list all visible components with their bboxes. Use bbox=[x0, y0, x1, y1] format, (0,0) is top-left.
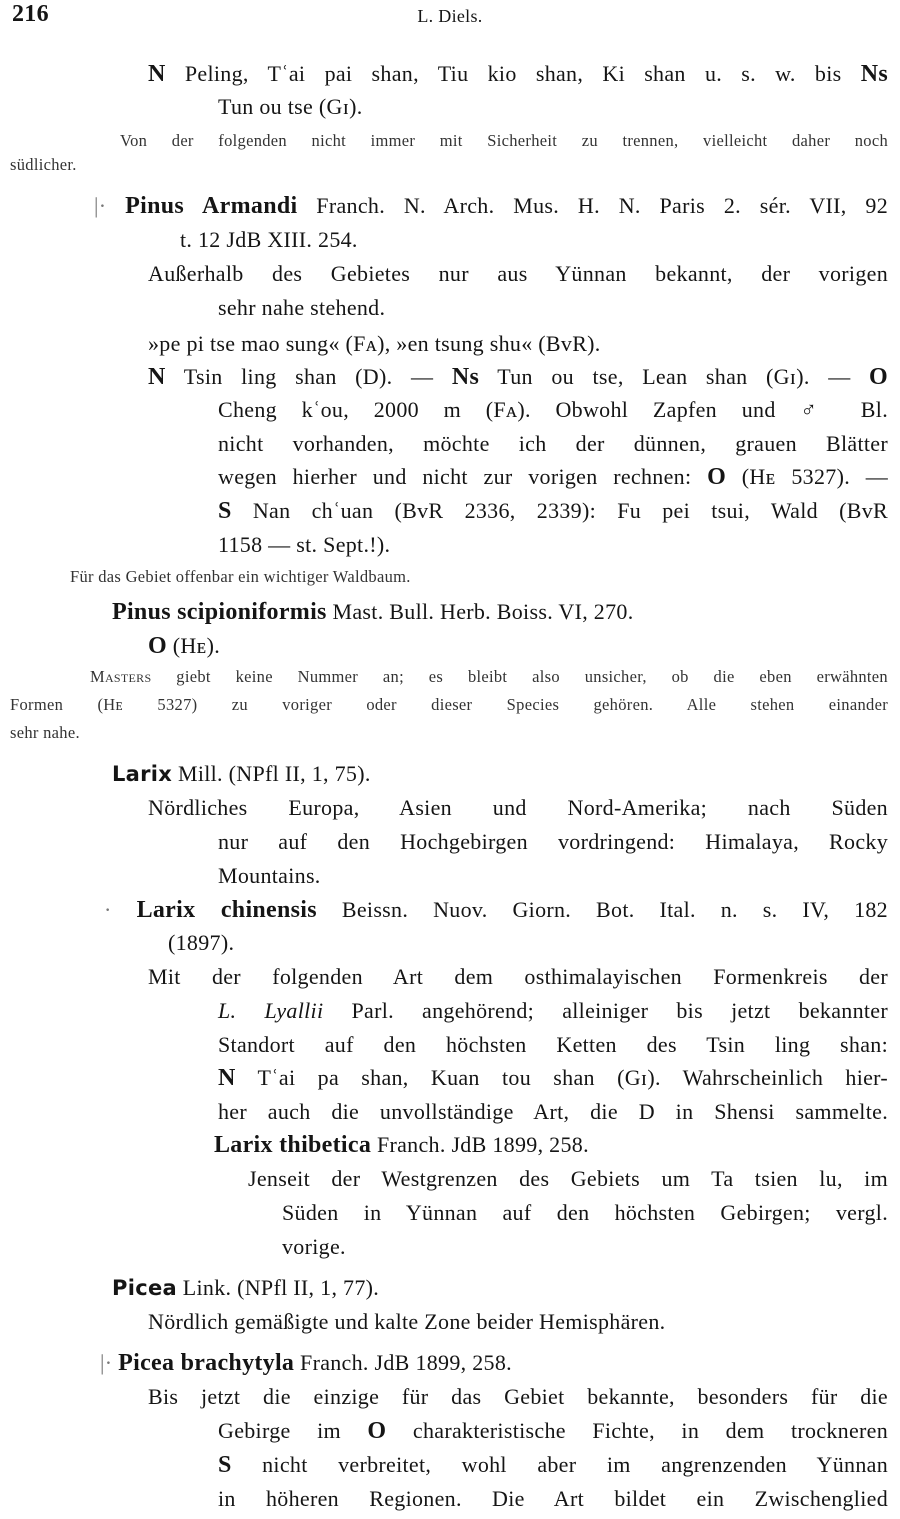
species-heading bbox=[104, 896, 888, 924]
text: giebt keine Nummer an; es bleibt also unsicher, ob die eben erwähnten bbox=[151, 667, 888, 686]
text: Gebirge im bbox=[218, 1418, 368, 1443]
region-code: N bbox=[218, 1065, 236, 1091]
text-line bbox=[218, 997, 888, 1025]
text-line bbox=[218, 1064, 888, 1092]
text-line: Mountains. bbox=[218, 863, 321, 888]
species-name: Pinus Armandi bbox=[125, 193, 298, 219]
text: Peling, Tʿai pai shan, Tiu kio shan, Ki shan u. s. w. bis bbox=[165, 61, 861, 86]
citation: Mill. (NPfl II, 1, 75). bbox=[172, 761, 371, 786]
region-code: S bbox=[218, 1452, 232, 1478]
species-ref: L. Lyallii bbox=[218, 998, 324, 1023]
text-line: Nördlich gemäßigte und kalte Zone beider Hemisphären. bbox=[148, 1309, 666, 1334]
text: nicht verbreitet, wohl aber im angrenzenden Yünnan bbox=[231, 1452, 888, 1477]
species-heading bbox=[214, 1131, 589, 1159]
species-heading bbox=[112, 598, 634, 626]
text-line: Tun ou tse (Gɪ). bbox=[218, 94, 363, 119]
running-title: L. Diels. bbox=[417, 6, 483, 26]
note-line: sehr nahe. bbox=[10, 723, 80, 742]
region-code: O bbox=[869, 364, 889, 390]
note-line: Formen (Hᴇ 5327) zu voriger oder dieser Species gehören. Alle stehen einander bbox=[10, 695, 888, 714]
text: charakteristische Fichte, in dem trockneren bbox=[386, 1418, 888, 1443]
note-line bbox=[90, 666, 888, 688]
text: Tʿai pa shan, Kuan tou shan (Gɪ). Wahrscheinlich hier- bbox=[235, 1065, 888, 1090]
text-line bbox=[218, 497, 888, 525]
genus-heading bbox=[112, 1274, 379, 1302]
note-line: Von der folgenden nicht immer mit Sicherheit zu trennen, vielleicht daher noch bbox=[120, 131, 888, 150]
text: (Hᴇ). bbox=[166, 633, 221, 658]
citation: Mast. Bull. Herb. Boiss. VI, 270. bbox=[326, 599, 634, 624]
region-code: Ns bbox=[451, 364, 480, 390]
species-heading bbox=[100, 1349, 512, 1377]
text-line: Cheng kʿou, 2000 m (Fᴀ). Obwohl Zapfen und ♂ Bl. bbox=[218, 397, 888, 422]
text: (Hᴇ 5327). — bbox=[726, 464, 889, 489]
genus-heading bbox=[112, 760, 371, 788]
marker-icon: |· bbox=[100, 1350, 119, 1375]
genus-name: Picea bbox=[112, 1276, 177, 1300]
text-line bbox=[148, 60, 888, 88]
text-line: Bis jetzt die einzige für das Gebiet bekannte, besonders für die bbox=[148, 1384, 888, 1409]
region-code: Ns bbox=[860, 61, 888, 87]
region-code: S bbox=[218, 498, 232, 524]
species-name: Picea brachytyla bbox=[118, 1350, 295, 1376]
citation-line: (1897). bbox=[168, 930, 235, 955]
citation-line: t. 12 JdB XIII. 254. bbox=[180, 227, 358, 252]
text-line: Nördliches Europa, Asien und Nord-Amerika; nach Süden bbox=[148, 795, 888, 820]
text: Tun ou tse, Lean shan (Gɪ). — bbox=[479, 364, 870, 389]
text-line: Standort auf den höchsten Ketten des Tsin ling shan: bbox=[218, 1032, 888, 1057]
note-line: Für das Gebiet offenbar ein wichtiger Waldbaum. bbox=[70, 567, 411, 586]
text-line bbox=[218, 1417, 888, 1445]
citation: Link. (NPfl II, 1, 77). bbox=[176, 1275, 380, 1300]
citation: Franch. N. Arch. Mus. H. N. Paris 2. sér. VII, 92 bbox=[297, 193, 888, 218]
text-line: 1158 — st. Sept.!). bbox=[218, 532, 391, 557]
text: Nan chʿuan (BvR 2336, 2339): Fu pei tsui, Wald (BvR bbox=[231, 498, 888, 523]
note-line: südlicher. bbox=[10, 155, 77, 174]
text-line: Süden in Yünnan auf den höchsten Gebirgen; vergl. bbox=[282, 1200, 888, 1225]
region-code: O bbox=[148, 633, 167, 659]
text-line bbox=[148, 632, 220, 660]
species-name: Larix thibetica bbox=[214, 1132, 372, 1158]
text-line bbox=[218, 1451, 888, 1479]
marker-icon: |· bbox=[94, 193, 126, 218]
genus-name: Larix bbox=[112, 762, 173, 786]
text-line: Mit der folgenden Art dem osthimalayischen Formenkreis der bbox=[148, 964, 888, 989]
text-line bbox=[148, 363, 888, 391]
citation: Franch. JdB 1899, 258. bbox=[371, 1132, 589, 1157]
region-code: N bbox=[148, 364, 166, 390]
species-heading bbox=[94, 192, 888, 220]
region-code: O bbox=[707, 464, 727, 490]
citation: Beissn. Nuov. Giorn. Bot. Ital. n. s. IV, 182 bbox=[316, 897, 888, 922]
text-line: in höheren Regionen. Die Art bildet ein Zwischenglied bbox=[218, 1486, 888, 1511]
marker-icon: · bbox=[104, 897, 137, 922]
page-number: 216 bbox=[12, 1, 49, 27]
text-line: Außerhalb des Gebietes nur aus Yünnan bekannt, der vorigen bbox=[148, 261, 888, 286]
text-line bbox=[218, 463, 888, 491]
text: Tsin ling shan (D). — bbox=[165, 364, 452, 389]
text-line: vorige. bbox=[282, 1234, 346, 1259]
species-name: Larix chinensis bbox=[136, 897, 317, 923]
text-line: her auch die unvollständige Art, die D in Shensi sammelte. bbox=[218, 1099, 888, 1124]
text-line: nicht vorhanden, möchte ich der dünnen, grauen Blätter bbox=[218, 431, 888, 456]
text-line: sehr nahe stehend. bbox=[218, 295, 386, 320]
text-line: Jenseit der Westgrenzen des Gebiets um Ta tsien lu, im bbox=[248, 1166, 888, 1191]
species-name: Pinus scipioniformis bbox=[112, 599, 327, 625]
author-name: Masters bbox=[90, 667, 152, 686]
text-line: »pe pi tse mao sung« (Fᴀ), »en tsung shu« (BvR). bbox=[148, 331, 601, 356]
citation: Franch. JdB 1899, 258. bbox=[294, 1350, 512, 1375]
text-line: nur auf den Hochgebirgen vordringend: Himalaya, Rocky bbox=[218, 829, 888, 854]
text: Parl. angehörend; alleiniger bis jetzt bekannter bbox=[323, 998, 889, 1023]
text: wegen hierher und nicht zur vorigen rechnen: bbox=[218, 464, 708, 489]
region-code: N bbox=[148, 61, 166, 87]
region-code: O bbox=[367, 1418, 387, 1444]
